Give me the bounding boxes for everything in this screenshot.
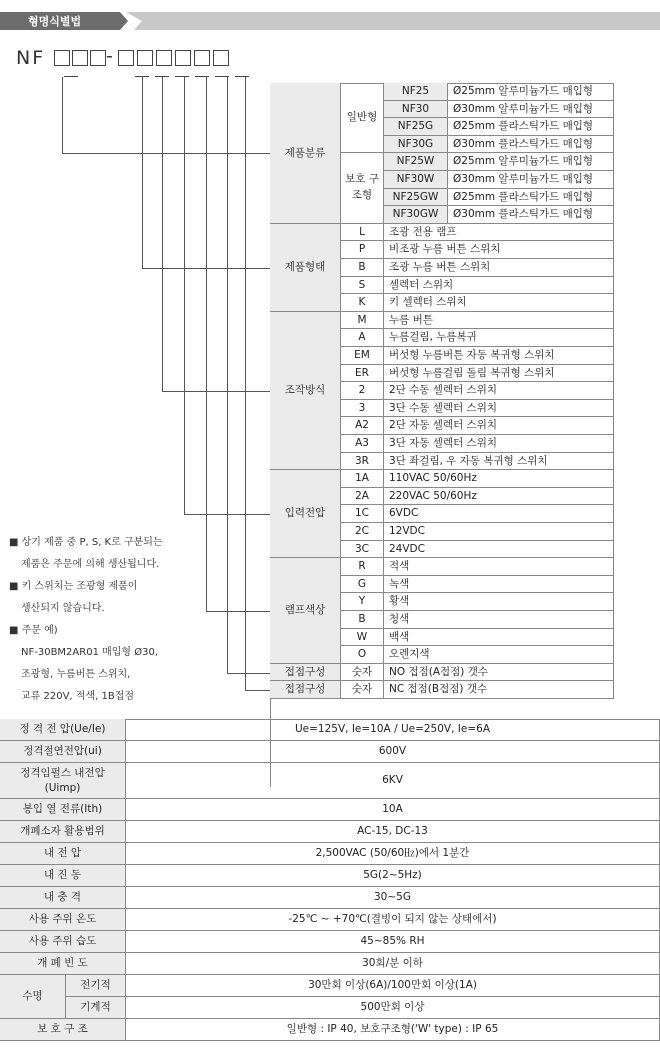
table-desc-cell: 110VAC 50/60Hz <box>384 470 614 488</box>
table-desc-cell: NC 접점(B접점) 갯수 <box>384 681 614 699</box>
table-desc-cell: 2단 수동 셀렉터 스위치 <box>384 382 614 400</box>
table-desc-cell: 조광 전용 램프 <box>384 224 614 242</box>
table-code-cell: ER <box>341 365 384 383</box>
table-desc-cell: 누름걸림, 누름복귀 <box>384 329 614 347</box>
spec-value-cell: 5G(2~5Hz) <box>126 865 660 887</box>
table-code-cell: NF30 <box>384 101 448 119</box>
model-dash: - <box>106 45 113 67</box>
tree-horizontal-line <box>227 673 270 674</box>
table-group-cell: 제품형태 <box>270 224 341 312</box>
table-desc-cell: 3단 수동 셀렉터 스위치 <box>384 400 614 418</box>
table-desc-cell: 2단 자동 셀렉터 스위치 <box>384 417 614 435</box>
table-group-cell: 조작방식 <box>270 312 341 470</box>
table-code-cell: L <box>341 224 384 242</box>
tree-vertical-line <box>162 77 163 391</box>
table-code-cell: NF30GW <box>384 206 448 224</box>
table-desc-cell: 비조광 누름 버튼 스위치 <box>384 241 614 259</box>
tree-horizontal-line <box>62 153 270 154</box>
table-code-cell: B <box>341 611 384 629</box>
tree-horizontal-line <box>206 611 270 612</box>
spec-value-cell: 500만회 이상 <box>126 997 660 1019</box>
model-code-box <box>90 50 106 66</box>
spec-sublabel-cell: 기계적 <box>66 997 126 1019</box>
model-code-box <box>194 50 210 66</box>
spec-label-cell: 수명 <box>0 975 66 1019</box>
table-code-cell: R <box>341 558 384 576</box>
model-code-box <box>118 50 134 66</box>
table-code-cell: P <box>341 241 384 259</box>
table-desc-cell: 키 셀렉터 스위치 <box>384 294 614 312</box>
model-underline <box>175 76 189 77</box>
model-code-box <box>156 50 172 66</box>
table-code-cell: S <box>341 277 384 295</box>
table-code-cell: NF25GW <box>384 189 448 207</box>
note-line: ■ 주문 예) <box>9 625 58 636</box>
note-line: ■ 키 스위치는 조광형 제품이 <box>9 581 138 592</box>
table-desc-cell: Ø25mm 플라스틱가드 매입형 <box>448 189 614 207</box>
spec-value-cell: 10A <box>126 799 660 821</box>
table-code-cell: 3 <box>341 400 384 418</box>
section-header-banner <box>0 0 660 30</box>
spec-label-cell: 사용 주위 온도 <box>0 909 126 931</box>
spec-value-cell: 일반형 : IP 40, 보호구조형('W' type) : IP 65 <box>126 1019 660 1041</box>
spec-sublabel-cell: 전기적 <box>66 975 126 997</box>
spec-label-cell: 개 폐 빈 도 <box>0 953 126 975</box>
spec-value-cell: AC-15, DC-13 <box>126 821 660 843</box>
table-group-cell: 접점구성 <box>270 664 341 682</box>
table-desc-cell: Ø30mm 플라스틱가드 매입형 <box>448 136 614 154</box>
table-desc-cell: 12VDC <box>384 523 614 541</box>
table-code-cell: Y <box>341 593 384 611</box>
spec-label-cell: 내 진 동 <box>0 865 126 887</box>
spec-label-cell: 내 충 격 <box>0 887 126 909</box>
table-code-cell: NF30G <box>384 136 448 154</box>
spec-value-cell: 600V <box>126 741 660 763</box>
table-desc-cell: 황색 <box>384 593 614 611</box>
model-code-box <box>175 50 191 66</box>
table-code-cell: NF25W <box>384 153 448 171</box>
table-desc-cell: 청색 <box>384 611 614 629</box>
table-code-cell: O <box>341 646 384 664</box>
spec-label-cell: 봉입 열 전류(Ith) <box>0 799 126 821</box>
table-code-cell: K <box>341 294 384 312</box>
model-code-box <box>72 50 88 66</box>
table-desc-cell: NO 접점(A접점) 갯수 <box>384 664 614 682</box>
table-code-cell: NF25 <box>384 83 448 101</box>
table-code-cell: 3C <box>341 541 384 559</box>
tree-vertical-line <box>62 77 63 153</box>
table-subgroup-cell: 보호 구조형 <box>341 153 384 223</box>
spec-label-cell: 내 전 압 <box>0 843 126 865</box>
table-desc-cell: 백색 <box>384 629 614 647</box>
table-code-cell: 숫자 <box>341 664 384 682</box>
table-code-cell: 숫자 <box>341 681 384 699</box>
tree-vertical-line <box>184 77 185 514</box>
table-code-cell: W <box>341 629 384 647</box>
tree-horizontal-line <box>245 690 270 691</box>
spec-value-cell: 45~85% RH <box>126 931 660 953</box>
table-desc-cell: 버섯형 누름버튼 자동 복귀형 스위치 <box>384 347 614 365</box>
section-title: 형명식별법 <box>28 15 82 28</box>
note-line: 생산되지 않습니다. <box>21 603 105 614</box>
table-desc-cell: 버섯형 누름걸림 돌림 복귀형 스위치 <box>384 365 614 383</box>
table-group-cell: 접점구성 <box>270 681 341 699</box>
table-subgroup-cell: 일반형 <box>341 83 384 153</box>
table-code-cell: A <box>341 329 384 347</box>
table-group-cell: 입력전압 <box>270 470 341 558</box>
spec-label-cell: 정격임펄스 내전압 (Uimp) <box>0 763 126 799</box>
note-line: 교류 220V, 적색, 1B접점 <box>21 691 135 702</box>
spec-label-cell: 정격절연전압(ui) <box>0 741 126 763</box>
table-desc-cell: 셀렉터 스위치 <box>384 277 614 295</box>
tree-vertical-line <box>227 77 228 673</box>
spec-label-cell: 개폐소자 활용범위 <box>0 821 126 843</box>
spec-value-cell: 2,500VAC (50/60㎐)에서 1분간 <box>126 843 660 865</box>
model-underline <box>235 76 249 77</box>
table-code-cell: 2 <box>341 382 384 400</box>
table-code-cell: G <box>341 576 384 594</box>
table-desc-cell: 적색 <box>384 558 614 576</box>
spec-label-cell: 정 격 전 압(Ue/Ie) <box>0 719 126 741</box>
spec-value-cell: 30~5G <box>126 887 660 909</box>
table-code-cell: NF25G <box>384 118 448 136</box>
table-desc-cell: Ø25mm 플라스틱가드 매입형 <box>448 118 614 136</box>
note-line: 제품은 주문에 의해 생산됩니다. <box>21 559 160 570</box>
table-code-cell: A3 <box>341 435 384 453</box>
table-desc-cell: Ø25mm 알루미늄가드 매입형 <box>448 153 614 171</box>
table-desc-cell: Ø30mm 알루미늄가드 매입형 <box>448 101 614 119</box>
table-desc-cell: 220VAC 50/60Hz <box>384 488 614 506</box>
tree-vertical-line <box>142 77 143 268</box>
table-desc-cell: 누름 버튼 <box>384 312 614 330</box>
model-code-box <box>137 50 153 66</box>
note-line: 조광형, 누름버튼 스위치, <box>21 669 131 680</box>
model-underline <box>64 76 78 77</box>
model-code-box <box>54 50 70 66</box>
note-line: ■ 상기 제품 중 P, S, K로 구분되는 <box>9 537 163 548</box>
table-desc-cell: Ø25mm 알루미늄가드 매입형 <box>448 83 614 101</box>
model-prefix: NF <box>16 47 46 69</box>
spec-label-cell: 보 호 구 조 <box>0 1019 126 1041</box>
table-code-cell: 2A <box>341 488 384 506</box>
spec-value-cell: 30만회 이상(6A)/100만회 이상(1A) <box>126 975 660 997</box>
table-code-cell: M <box>341 312 384 330</box>
spec-value-cell: Ue=125V, Ie=10A / Ue=250V, Ie=6A <box>126 719 660 741</box>
table-group-cell: 램프색상 <box>270 558 341 664</box>
tree-vertical-line <box>206 77 207 611</box>
model-code-box <box>213 50 229 66</box>
table-desc-cell: 24VDC <box>384 541 614 559</box>
spec-value-cell: 30회/분 이하 <box>126 953 660 975</box>
table-desc-cell: Ø30mm 플라스틱가드 매입형 <box>448 206 614 224</box>
table-code-cell: NF30W <box>384 171 448 189</box>
table-desc-cell: 조광 누름 버튼 스위치 <box>384 259 614 277</box>
table-code-cell: 1A <box>341 470 384 488</box>
table-code-cell: EM <box>341 347 384 365</box>
tree-vertical-line <box>245 77 246 690</box>
tree-horizontal-line <box>162 391 270 392</box>
table-desc-cell: 녹색 <box>384 576 614 594</box>
table-code-cell: 1C <box>341 505 384 523</box>
table-code-cell: A2 <box>341 417 384 435</box>
table-desc-cell: 3단 자동 셀렉터 스위치 <box>384 435 614 453</box>
table-group-cell: 제품분류 <box>270 83 341 224</box>
table-desc-cell: 오렌지색 <box>384 646 614 664</box>
note-line: NF-30BM2AR01 매입형 Ø30, <box>21 647 159 658</box>
table-code-cell: 2C <box>341 523 384 541</box>
table-code-cell: B <box>341 259 384 277</box>
table-desc-cell: 6VDC <box>384 505 614 523</box>
spec-value-cell: 6KV <box>126 763 660 799</box>
table-desc-cell: Ø30mm 알루미늄가드 매입형 <box>448 171 614 189</box>
table-desc-cell: 3단 좌걸림, 우 자동 복귀형 스위치 <box>384 453 614 471</box>
spec-value-cell: -25℃ ~ +70℃(결빙이 되지 않는 상태에서) <box>126 909 660 931</box>
spec-label-cell: 사용 주위 습도 <box>0 931 126 953</box>
table-code-cell: 3R <box>341 453 384 471</box>
